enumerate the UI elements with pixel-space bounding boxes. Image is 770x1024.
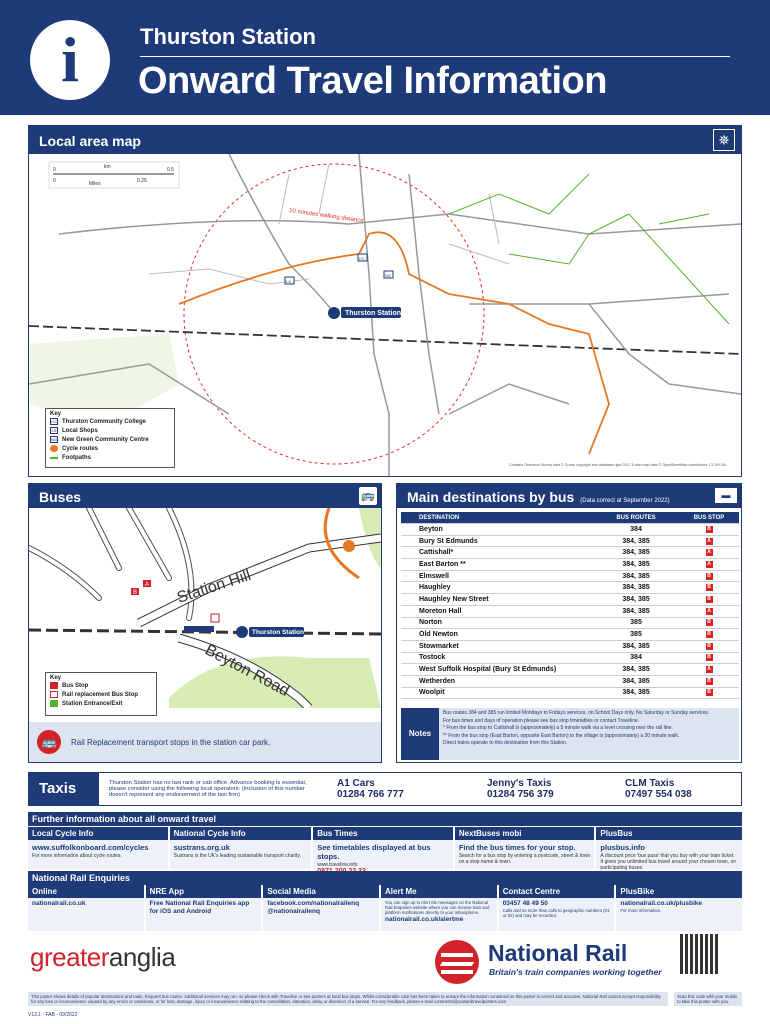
taxi-operator: A1 Cars 01284 766 777 bbox=[329, 778, 467, 800]
station-marker bbox=[328, 307, 340, 319]
col-line1[interactable]: nationalrail.co.uk/plusbike bbox=[620, 900, 702, 907]
col-text: A discount price 'bus pass' that you buy with your train ticket. It gives you unlimited bus travel around your chosen town, on participating buses. bbox=[600, 853, 737, 871]
destination-name: Haughley New Street bbox=[419, 595, 489, 603]
rail-replacement-icon bbox=[50, 691, 58, 698]
bus-stop-badge: B bbox=[707, 631, 711, 638]
further-info-col bbox=[170, 827, 312, 869]
bus-icon: 🚌 bbox=[359, 487, 377, 505]
destinations-table bbox=[401, 512, 739, 699]
local-map-heading: Local area map bbox=[29, 126, 741, 154]
nre-heading: National Rail Enquiries bbox=[28, 871, 742, 885]
col-line1[interactable]: Free National Rail Enquiries app bbox=[149, 900, 250, 907]
col-link[interactable]: plusbus.info bbox=[600, 843, 646, 852]
info-icon: i bbox=[30, 20, 110, 100]
col-line2[interactable]: @nationalrailenq bbox=[267, 908, 320, 915]
bus-routes: 385 bbox=[630, 619, 642, 627]
col-link[interactable]: www.suffolkonboard.com/cycles bbox=[32, 843, 149, 852]
key-row-ng: NG New Green Community Centre bbox=[51, 436, 149, 443]
bus-routes: 384, 385 bbox=[622, 549, 650, 557]
destinations-panel bbox=[396, 483, 742, 763]
col-title: National Cycle Info bbox=[170, 827, 312, 840]
bus-routes: 384 bbox=[630, 654, 642, 662]
col-link[interactable]: See timetables displayed at bus stops. bbox=[317, 843, 431, 861]
col-title: Local Cycle Info bbox=[28, 827, 168, 840]
col-line2[interactable] bbox=[28, 907, 144, 908]
table-row bbox=[401, 559, 739, 571]
col-link[interactable]: sustrans.org.uk bbox=[173, 843, 230, 852]
table-row bbox=[401, 664, 739, 676]
map-credit: Contains Ordnance Survey data © Crown copyright and database right 2017 & also map data © OpenStreetMap contributors, CC BY-SA bbox=[509, 463, 726, 467]
destination-name: Stowmarket bbox=[419, 642, 459, 650]
road-label-station-hill: Station Hill bbox=[174, 567, 253, 607]
svg-text:Miles: Miles bbox=[89, 181, 101, 187]
map-marker-cc: CC bbox=[359, 256, 365, 261]
col-title: PlusBike bbox=[616, 885, 742, 898]
nre-col bbox=[263, 885, 379, 931]
header-divider bbox=[140, 56, 730, 57]
notes-text: Bus routes 384 and 385 run limited Mondays to Fridays services, on School Days only. No Saturday or Sunday services. For bus times and days of operation please see bus stop timetables or contact Traveline. * From the bus stop to Cattishall is (approximately) a 5 minute walk via a level crossing over the rail line. ** From the bus stop (East Barton, opposite East Barton) to the village is (approximately) a 20 minute walk. Direct trains operate to this destination from this Station. bbox=[443, 710, 710, 746]
bus-stop-cell bbox=[681, 549, 737, 556]
nre-col bbox=[146, 885, 262, 931]
nre-col bbox=[381, 885, 497, 931]
bus-stop-badge: A bbox=[707, 537, 711, 544]
bus-stop-cell bbox=[681, 608, 737, 615]
bus-routes: 384, 385 bbox=[622, 595, 650, 603]
taxi-phone[interactable]: 01284 756 379 bbox=[487, 789, 554, 800]
taxi-phone[interactable]: 07497 554 038 bbox=[625, 789, 692, 800]
taxis-panel bbox=[28, 772, 742, 806]
destination-name: East Barton ** bbox=[419, 560, 466, 568]
further-info-col bbox=[596, 827, 742, 869]
svg-text:0.25: 0.25 bbox=[137, 178, 147, 184]
nre-col bbox=[616, 885, 742, 931]
bus-stop-cell bbox=[681, 631, 737, 638]
table-row bbox=[401, 676, 739, 688]
buses-panel bbox=[28, 483, 382, 763]
footpath-icon bbox=[50, 457, 58, 459]
nre-col bbox=[28, 885, 144, 931]
table-row bbox=[401, 641, 739, 653]
destination-name: Old Newton bbox=[419, 631, 458, 639]
entrance-icon bbox=[50, 700, 58, 707]
taxi-phone[interactable]: 01284 766 777 bbox=[337, 789, 404, 800]
col-title: Social Media bbox=[263, 885, 379, 898]
bus-routes: 385 bbox=[630, 631, 642, 639]
replacement-bus-icon: 🚌 bbox=[37, 730, 61, 754]
col-title: NextBuses mobi bbox=[455, 827, 595, 840]
table-row bbox=[401, 571, 739, 583]
further-info-col bbox=[455, 827, 595, 869]
key-row-cycle: Cycle routes bbox=[50, 444, 170, 453]
destination-name: Cattishall* bbox=[419, 549, 454, 557]
col-line2[interactable]: For more information. bbox=[620, 908, 662, 913]
map-key-title: Key bbox=[50, 411, 62, 417]
destination-name: Norton bbox=[419, 619, 442, 627]
bus-key-stop: Bus Stop bbox=[50, 681, 152, 690]
destination-name: Beyton bbox=[419, 525, 443, 533]
bus-stop-b: B bbox=[133, 590, 138, 596]
rail-replacement-bar bbox=[29, 722, 381, 762]
destinations-note: (Data correct at September 2022) bbox=[580, 498, 670, 504]
bus-routes: 384, 385 bbox=[622, 584, 650, 592]
svg-text:0: 0 bbox=[53, 167, 56, 173]
svg-text:km: km bbox=[104, 164, 111, 170]
destinations-heading-bar bbox=[397, 484, 741, 508]
coach-icon: ▬ bbox=[715, 488, 737, 503]
bus-stop-cell bbox=[681, 654, 737, 661]
bus-routes: 384, 385 bbox=[622, 689, 650, 697]
further-info-heading: Further information about all onward travel bbox=[28, 812, 742, 826]
key-row-footpath: Footpaths bbox=[50, 453, 170, 462]
buses-heading: Buses bbox=[29, 484, 381, 508]
bus-routes: 384, 385 bbox=[622, 560, 650, 568]
bus-stop-badge: A bbox=[707, 549, 711, 556]
bus-stop-badge: B bbox=[707, 642, 711, 649]
map-marker-ls: LS bbox=[286, 279, 291, 284]
bus-stop-badge: B bbox=[707, 572, 711, 579]
col-line2[interactable]: Calls and no more than calls to geographic numbers (01 or 02) and may be recorded. bbox=[502, 908, 610, 918]
page-title: Onward Travel Information bbox=[138, 60, 607, 102]
nre-col bbox=[499, 885, 615, 931]
col-title: Online bbox=[28, 885, 144, 898]
col-title: Contact Centre bbox=[499, 885, 615, 898]
greater-anglia-logo: greateranglia bbox=[30, 942, 176, 972]
col-text: For more information about cycle routes. bbox=[32, 853, 122, 859]
national-rail-tagline: Britain's train companies working together bbox=[489, 967, 662, 977]
destination-name: Haughley bbox=[419, 584, 451, 592]
qr-caption: Scan this code with your mobile to take this poster with you. bbox=[674, 992, 742, 1006]
qr-code[interactable] bbox=[680, 934, 720, 974]
station-name: Thurston Station bbox=[140, 24, 316, 49]
destination-name: Tostock bbox=[419, 654, 446, 662]
table-row bbox=[401, 547, 739, 559]
destination-name: Elmswell bbox=[419, 572, 449, 580]
svg-text:0: 0 bbox=[53, 178, 56, 184]
national-rail-icon bbox=[435, 940, 479, 984]
bus-stop-badge: A bbox=[707, 560, 711, 567]
bus-routes: 384, 385 bbox=[622, 642, 650, 650]
table-row bbox=[401, 594, 739, 606]
col-title: Alert Me bbox=[381, 885, 497, 898]
taxis-heading: Taxis bbox=[29, 773, 99, 805]
destinations-heading: Main destinations by bus bbox=[407, 489, 575, 505]
key-row-ls: LS Local Shops bbox=[51, 427, 98, 434]
bus-stop-cell bbox=[681, 538, 737, 545]
destination-name: Bury St Edmunds bbox=[419, 537, 478, 545]
col-line1[interactable]: You can sign up to Alert Me messages on the National Rail Enquiries website where you can receive train and platform notifications directly to your inbox/phone. bbox=[385, 900, 490, 915]
national-rail-logo: National Rail bbox=[488, 940, 628, 966]
bus-stop-cell bbox=[681, 678, 737, 685]
bus-stop-cell bbox=[681, 643, 737, 650]
table-row bbox=[401, 629, 739, 641]
bus-routes: 384, 385 bbox=[622, 537, 650, 545]
bus-stop-cell bbox=[681, 561, 737, 568]
walk-label: 10 minutes walking distance bbox=[288, 208, 364, 225]
bus-stop-cell bbox=[681, 573, 737, 580]
bus-stop-badge: B bbox=[707, 595, 711, 602]
nre-row bbox=[28, 885, 742, 931]
bus-routes: 384, 385 bbox=[622, 607, 650, 615]
bus-stop-badge: B bbox=[707, 654, 711, 661]
col-link[interactable]: Find the bus times for your stop. bbox=[458, 843, 576, 852]
bus-stop-cell bbox=[681, 596, 737, 603]
bus-stop-cell bbox=[681, 584, 737, 591]
table-row bbox=[401, 536, 739, 548]
col-line1[interactable]: nationalrail.co.uk bbox=[32, 900, 86, 907]
bus-map-station-label: Thurston Station bbox=[252, 629, 304, 636]
rail-replacement-text: Rail Replacement transport stops in the station car park. bbox=[71, 737, 271, 747]
further-info-col bbox=[313, 827, 453, 869]
table-row bbox=[401, 582, 739, 594]
road-label-beyton-road: Beyton Road bbox=[202, 641, 292, 700]
col-line1[interactable]: 03457 48 49 50 bbox=[502, 900, 548, 907]
table-row bbox=[401, 606, 739, 618]
bus-stop-badge: B bbox=[707, 689, 711, 696]
bus-stop-cell bbox=[681, 689, 737, 696]
bus-key-title: Key bbox=[50, 675, 62, 681]
destination-name: West Suffolk Hospital (Bury St Edmunds) bbox=[419, 666, 557, 674]
bus-key-entrance: Station Entrance/Exit bbox=[50, 699, 152, 708]
col-text: www.traveline.info bbox=[317, 862, 358, 868]
svg-text:0.5: 0.5 bbox=[167, 167, 174, 173]
bus-routes: 384 bbox=[630, 525, 642, 533]
col-title: PlusBus bbox=[596, 827, 742, 840]
bus-map-key bbox=[45, 672, 157, 716]
map-marker-ng: NG bbox=[385, 273, 391, 278]
destinations-rows bbox=[401, 524, 739, 699]
table-header: DESTINATION BUS ROUTES BUS STOP bbox=[401, 512, 739, 524]
taxis-text: Thurston Station has no taxi rank or cab office. Advance booking is essential, please consider using the following local operators: (Inclusion of this number doesn't represent any endorsement of the taxi firm) bbox=[109, 780, 307, 798]
bus-stop-badge: B bbox=[707, 619, 711, 626]
table-row bbox=[401, 653, 739, 665]
key-row-cc: CC Thurston Community College bbox=[51, 418, 146, 425]
bus-stop-cell bbox=[681, 666, 737, 673]
bus-stop-badge: B bbox=[707, 677, 711, 684]
col-title: NRE App bbox=[146, 885, 262, 898]
col-text: Search for a bus stop by entering a postcode, street & town on a stop name & town. bbox=[458, 853, 591, 865]
bus-stop-icon bbox=[50, 682, 58, 689]
col-text: Sustrans is the UK's leading sustainable transport charity. bbox=[173, 853, 301, 859]
further-info-row bbox=[28, 827, 742, 869]
compass-icon: ✵ bbox=[713, 129, 735, 151]
bus-stop-badge: B bbox=[707, 584, 711, 591]
destination-name: Moreton Hall bbox=[419, 607, 462, 615]
taxi-operator: Jenny's Taxis 01284 756 379 bbox=[467, 778, 605, 800]
table-row bbox=[401, 618, 739, 630]
bus-stop-cell bbox=[681, 619, 737, 626]
bus-stop-badge: A bbox=[707, 666, 711, 673]
notes-label: Notes bbox=[401, 708, 439, 760]
map-station-label: Thurston Station bbox=[345, 310, 401, 317]
bus-stop-a: A bbox=[145, 582, 150, 588]
destination-name: Woolpit bbox=[419, 689, 445, 697]
table-row bbox=[401, 524, 739, 536]
local-map-panel bbox=[28, 125, 742, 477]
col-line2[interactable]: for iOS and Android bbox=[149, 908, 212, 915]
bus-key-rail-replacement: Rail replacement Bus Stop bbox=[50, 690, 152, 699]
taxi-operator: CLM Taxis 07497 554 038 bbox=[605, 778, 735, 800]
destination-name: Wetherden bbox=[419, 677, 456, 685]
further-info-col bbox=[28, 827, 168, 869]
bus-routes: 384, 385 bbox=[622, 677, 650, 685]
col-line1[interactable]: facebook.com/nationalrailenq bbox=[267, 900, 360, 907]
col-line2[interactable]: nationalrail.co.uk/alertme bbox=[385, 916, 464, 923]
bus-stop-cell bbox=[681, 526, 737, 533]
bus-stop-badge: A bbox=[707, 607, 711, 614]
disclaimer: This poster shows details of popular destinations and main, frequent bus routes. Additional services may run, so please check with Traveline or see posters at local bus stops. Whilst considerable care has been taken to ensure the information contained on this poster is correct and accurate, National Rail cannot accept responsibility for any loss or inconvenience caused by any errors or omissions, or for loss, damage, injury or inconvenience relating to the cancellation, alteration, delay or diversion of a service. For any feedback, please e-mail comments@onwardtravelposters.com bbox=[28, 992, 668, 1006]
bus-routes: 384, 385 bbox=[622, 666, 650, 674]
table-row bbox=[401, 688, 739, 700]
bus-routes: 384, 385 bbox=[622, 572, 650, 580]
map-key bbox=[45, 408, 175, 468]
col-title: Bus Times bbox=[313, 827, 453, 840]
version-label: V13.1 - FAB - 09/2022 bbox=[28, 1012, 78, 1018]
notes-box bbox=[401, 708, 739, 760]
cycle-icon bbox=[50, 445, 58, 452]
bus-stop-badge: B bbox=[707, 525, 711, 532]
